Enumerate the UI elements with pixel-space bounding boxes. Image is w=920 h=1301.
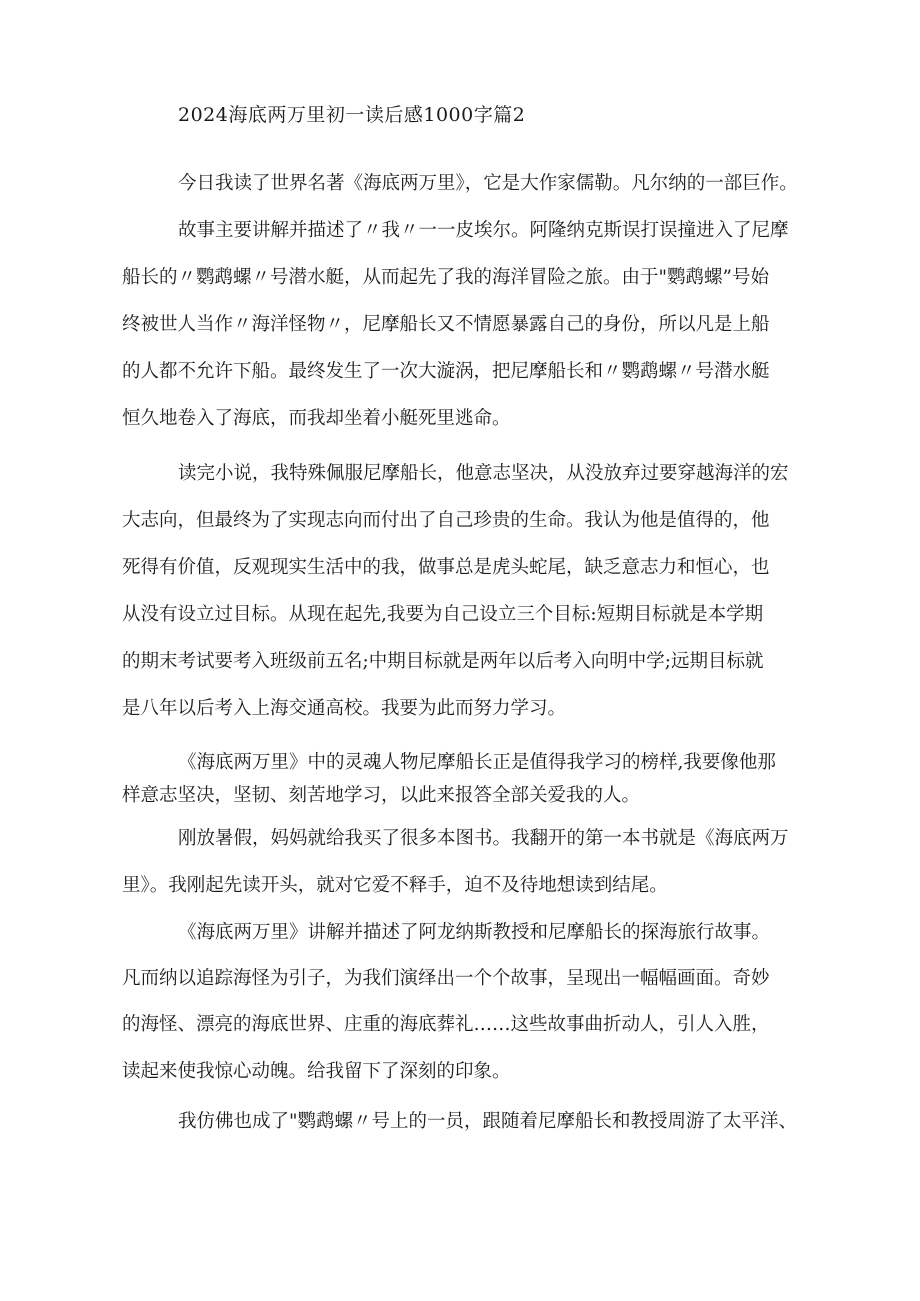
text-line: 的人都不允许下船。最终发生了一次大漩涡，把尼摩船长和〃鹦鹉螺〃号潜水艇 [122,361,770,382]
text-line: 样意志坚决，坚韧、刻苦地学习，以此来报答全部关爱我的人。 [122,785,641,806]
text-line: 船长的〃鹦鹉螺〃号潜水艇，从而起先了我的海洋冒险之旅。由于"鹦鹉螺”号始 [122,267,769,288]
document-title: 2024海底两万里初一读后感1000字篇2 [178,104,526,126]
text-line: 死得有价值，反观现实生活中的我，做事总是虎头蛇尾，缺乏意志力和恒心，也 [122,557,770,578]
text-line: 终被世人当作〃海洋怪物〃，尼摩船长又不情愿暴露自己的身份，所以凡是上船 [122,314,770,335]
text-line: 《海底两万里》讲解并描述了阿龙纳斯教授和尼摩船长的探海旅行故事。 [178,922,771,943]
text-line: 故事主要讲解并描述了〃我〃一一皮埃尔。阿隆纳克斯误打误撞进入了尼摩 [178,220,789,241]
text-line: 恒久地卷入了海底，而我却坐着小艇死里逃命。 [122,408,511,429]
text-line: 大志向，但最终为了实现志向而付出了自己珍贵的生命。我认为他是值得的，他 [122,510,770,531]
text-line: 刚放暑假，妈妈就给我买了很多本图书。我翻开的第一本书就是《海底两万 [178,828,789,849]
text-line: 从没有设立过目标。从现在起先,我要为自己设立三个目标:短期目标就是本学期 [122,604,764,625]
text-line: 《海底两万里》中的灵魂人物尼摩船长正是值得我学习的榜样,我要像他那 [178,752,776,773]
text-line: 的海怪、漂亮的海底世界、庄重的海底葬礼……这些故事曲折动人，引人入胜， [122,1014,770,1035]
text-line: 里》。我刚起先读开头，就对它爱不释手，迫不及待地想读到结尾。 [122,875,668,896]
text-line: 是八年以后考入上海交通高校。我要为此而努力学习。 [122,698,567,719]
text-line: 今日我读了世界名著《海底两万里》，它是大作家儒勒。凡尔纳的一部巨作。 [178,173,798,194]
text-line: 我仿佛也成了"鹦鹉螺〃号上的一员，跟随着尼摩船长和教授周游了太平洋、 [178,1111,798,1132]
text-line: 的期末考试要考入班级前五名;中期目标就是两年以后考入向明中学;远期目标就 [122,651,764,672]
text-line: 凡而纳以追踪海怪为引子，为我们演绎出一个个故事，呈现出一幅幅画面。奇妙 [122,968,770,989]
text-line: 读完小说，我特殊佩服尼摩船长，他意志坚决，从没放弃过要穿越海洋的宏 [178,463,789,484]
text-line: 读起来使我惊心动魄。给我留下了深刻的印象。 [122,1061,511,1082]
